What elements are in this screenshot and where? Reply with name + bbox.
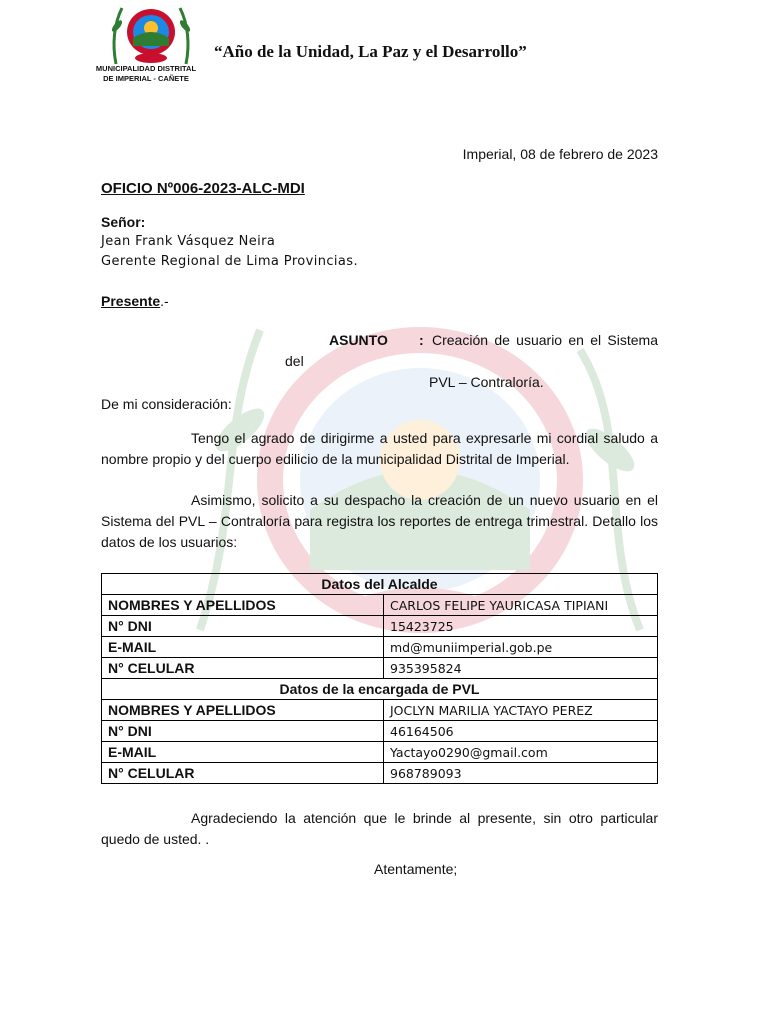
row-value: 15423725 [384, 616, 658, 637]
subject-label: ASUNTO [329, 332, 388, 348]
closing-paragraph: Agradeciendo la atención que le brinde al presente, sin otro particular quedo de usted. . [101, 810, 658, 847]
row-value: Yactayo0290@gmail.com [384, 742, 658, 763]
section-title-alcalde: Datos del Alcalde [102, 574, 658, 595]
table-section-header [102, 679, 658, 700]
recipient-title: Gerente Regional de Lima Provincias. [101, 254, 359, 269]
subject-colon: : [419, 332, 424, 348]
document-reference: OFICIO Nº006-2023-ALC-MDI [101, 180, 305, 197]
row-value: 968789093 [384, 763, 658, 784]
table-row [102, 616, 658, 637]
seal-caption-line2: DE IMPERIAL - CAÑETE [103, 74, 189, 83]
recipient-name: Jean Frank Vásquez Neira [101, 234, 276, 249]
salutation: Señor: [101, 214, 146, 230]
year-motto: “Año de la Unidad, La Paz y el Desarrollo” [214, 42, 527, 61]
row-label: N° CELULAR [102, 658, 384, 679]
row-label: N° CELULAR [102, 763, 384, 784]
table-row [102, 721, 658, 742]
subject-line2: PVL – Contraloría. [429, 374, 544, 390]
subject-line1-continued: del [285, 353, 304, 369]
user-data-table [101, 573, 658, 784]
table-row [102, 595, 658, 616]
paragraph-2: Asimismo, solicito a su despacho la creación de un nuevo usuario en el Sistema del PVL – Contraloría para registra los reportes de entrega trimestral. Detallo los datos de los usuarios: [101, 492, 658, 550]
row-label: NOMBRES Y APELLIDOS [102, 700, 384, 721]
closing-paragraph-block [101, 808, 658, 850]
seal-caption [86, 64, 206, 84]
subject-line1: Creación de usuario en el Sistema [432, 332, 658, 348]
row-label: N° DNI [102, 721, 384, 742]
presente-line [101, 293, 169, 309]
table-row [102, 763, 658, 784]
presente-suffix: .- [160, 293, 169, 309]
municipal-seal-logo [108, 4, 194, 66]
table-section-header [102, 574, 658, 595]
row-label: E-MAIL [102, 637, 384, 658]
row-value: 46164506 [384, 721, 658, 742]
row-value: JOCLYN MARILIA YACTAYO PEREZ [384, 700, 658, 721]
row-value: md@muniimperial.gob.pe [384, 637, 658, 658]
table-row [102, 700, 658, 721]
sign-off: Atentamente; [374, 861, 458, 877]
seal-caption-line1: MUNICIPALIDAD DISTRITAL [95, 64, 197, 73]
paragraph-1: Tengo el agrado de dirigirme a usted para expresarle mi cordial saludo a nombre propio y del cuerpo edilicio de la municipalidad Distrital de Imperial. [101, 430, 658, 467]
row-label: NOMBRES Y APELLIDOS [102, 595, 384, 616]
table-row [102, 742, 658, 763]
presente-word: Presente [101, 293, 161, 309]
row-label: E-MAIL [102, 742, 384, 763]
row-value: CARLOS FELIPE YAURICASA TIPIANI [384, 595, 658, 616]
row-label: N° DNI [102, 616, 384, 637]
paragraph-2-block [101, 490, 658, 553]
table-row [102, 658, 658, 679]
row-value: 935395824 [384, 658, 658, 679]
greeting: De mi consideración: [101, 396, 232, 412]
table-row [102, 637, 658, 658]
paragraph-1-block [101, 428, 658, 470]
section-title-pvl: Datos de la encargada de PVL [102, 679, 658, 700]
place-date: Imperial, 08 de febrero de 2023 [462, 146, 658, 162]
